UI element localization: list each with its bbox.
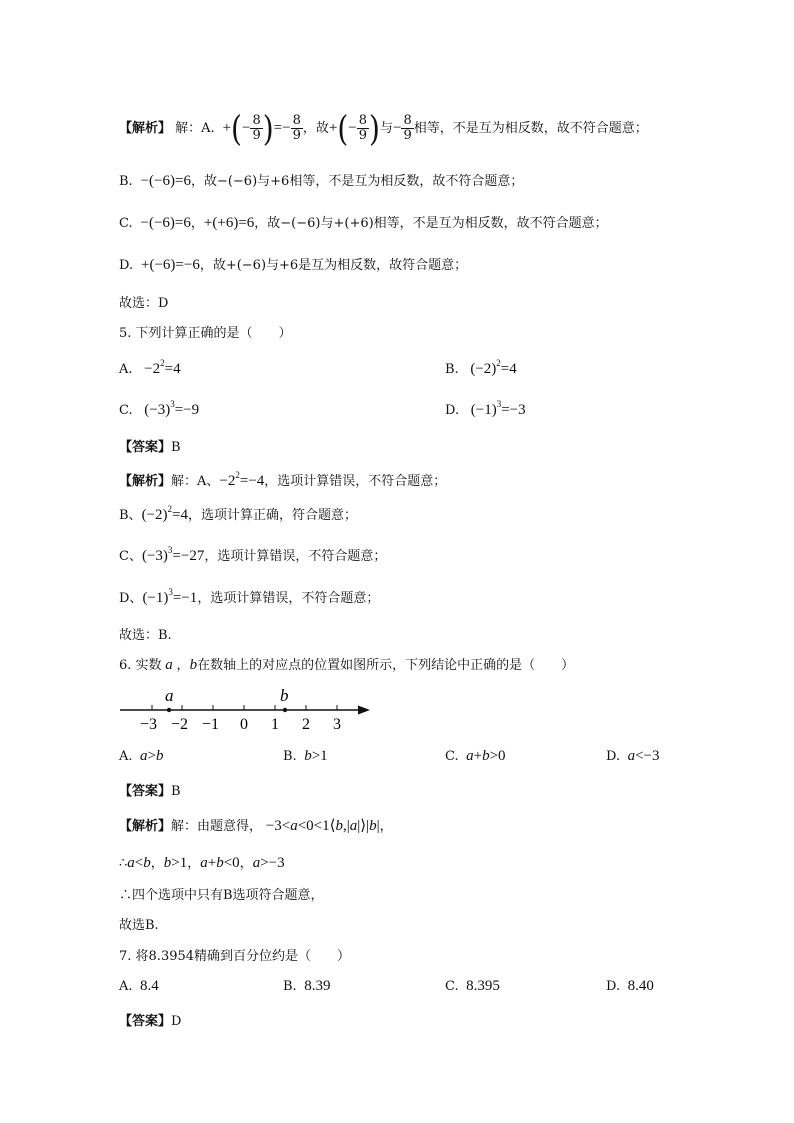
q5-analysis-a: 【解析】解：A、$-2^2=-4$，选项计算错误，不符合题意； xyxy=(119,470,447,489)
tick-label: 1 xyxy=(271,716,279,733)
q6-option-a: A. a>b xyxy=(119,748,164,764)
label-b: b xyxy=(280,686,289,705)
q5-analysis-c: C、$(-3)^3=-27$，选项计算错误，不符合题意； xyxy=(119,545,387,564)
tick-label: −1 xyxy=(202,716,220,733)
q5-stem: 5. 下列计算正确的是（ ） xyxy=(119,326,292,341)
q6-option-c: C. a+b>0 xyxy=(445,748,506,764)
q4-choice: 故选：D xyxy=(119,296,169,311)
q5-choice: 故选：B. xyxy=(119,628,172,643)
q5-option-c: C. $(-3)^3=-9$ xyxy=(119,399,200,418)
q6-therefore-2: ∴四个选项中只有B选项符合题意， xyxy=(119,888,324,903)
q6-answer: 【答案】B xyxy=(119,784,181,799)
q7-stem: 7. 将8.3954精确到百分位约是（ ） xyxy=(119,949,351,964)
point-a xyxy=(167,708,171,712)
tick-label: 2 xyxy=(302,716,310,733)
q5-answer: 【答案】B xyxy=(119,440,181,455)
q4-analysis-d: D. +(−6)=−6，故+(−6)与+6是互为相反数，故符合题意； xyxy=(119,257,468,273)
analysis-tag: 【解析】 xyxy=(119,121,172,136)
tick-label: −2 xyxy=(171,716,189,733)
q7-option-b: B. 8.39 xyxy=(283,978,331,994)
q7-option-c: C. 8.395 xyxy=(445,978,500,994)
q5-option-b: B. $(-2)^2=4$ xyxy=(445,358,517,377)
q5-analysis-b: B、$(-2)^2=4$，选项计算正确，符合题意； xyxy=(119,504,357,523)
q4-analysis-b: B. −(−6)=6，故−(−6)与+6相等，不是互为相反数，故不符合题意； xyxy=(119,173,524,189)
label-a: a xyxy=(165,686,174,705)
q5-option-a: A. $-2^2=4$ xyxy=(119,358,181,377)
tick-label: 3 xyxy=(333,716,341,733)
q6-choice: 故选B. xyxy=(119,918,159,933)
q6-option-b: B. b>1 xyxy=(283,748,328,764)
q6-therefore-1: ∴a<b，b>1，a+b<0，a>−3 xyxy=(119,855,285,871)
q6-option-d: D. a<−3 xyxy=(606,748,660,764)
tick-label: −3 xyxy=(140,716,158,733)
q4-analysis-a: 【解析】 解：A. +(− $\frac{8}{9}$ )=− $\frac{8}{9}$ ，故+(− $\frac{8}{9}$ )与− $\frac{8}{9}$ 相等，不是互为相反数，故不符合题意； xyxy=(119,107,648,150)
q7-answer: 【答案】D xyxy=(119,1014,182,1029)
q6-stem: 6. 实数 a ，b在数轴上的对应点的位置如图所示，下列结论中正确的是（ ） xyxy=(119,657,575,673)
q5-option-d: D. $(-1)^3=-3$ xyxy=(445,399,526,418)
q7-option-a: A. 8.4 xyxy=(119,978,159,994)
q6-analysis: 【解析】解：由题意得， −3<a<0<1⟨b,|a|⟩|b|， xyxy=(119,818,393,834)
tick-label: 0 xyxy=(240,716,248,733)
q4-analysis-c: C. −(−6)=6，+(+6)=6，故−(−6)与+(+6)相等，不是互为相反数，故不符合题意； xyxy=(119,215,608,231)
q7-option-d: D. 8.40 xyxy=(606,978,654,994)
point-b xyxy=(283,708,287,712)
q5-analysis-d: D、$(-1)^3=-1$，选项计算错误，不符合题意； xyxy=(119,587,380,606)
number-line xyxy=(115,682,380,734)
